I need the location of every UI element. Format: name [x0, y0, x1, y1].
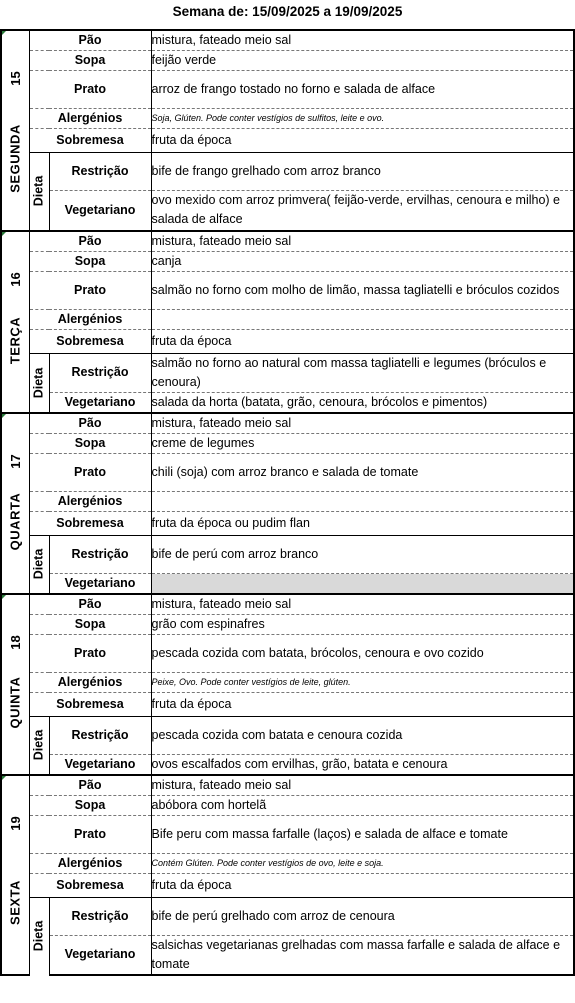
row-label-prato: Prato — [29, 453, 151, 491]
row-value-vegetariano: salsichas vegetarianas grelhadas com massa farfalle e salada de alface e tomate — [151, 935, 574, 975]
day-name: QUINTA — [7, 676, 23, 728]
row-label-sobremesa: Sobremesa — [29, 692, 151, 716]
menu-row-sobremesa — [1, 129, 574, 153]
menu-row-sopa — [1, 433, 574, 453]
row-value-pao: mistura, fateado meio sal — [151, 30, 574, 51]
row-label-sopa: Sopa — [29, 51, 151, 71]
dieta-label — [29, 897, 49, 975]
day-name: QUARTA — [7, 492, 23, 550]
corner-marker — [1, 775, 7, 781]
day-number: 16 — [7, 271, 23, 287]
menu-row-vegetariano — [1, 935, 574, 975]
row-value-pao: mistura, fateado meio sal — [151, 594, 574, 615]
dieta-label — [29, 153, 49, 231]
row-label-restricao: Restrição — [49, 897, 151, 935]
row-value-alergenios: Contém Glúten. Pode conter vestígios de ovo, leite e soja. — [151, 853, 574, 873]
row-value-restricao: salmão no forno ao natural com massa tagliatelli e legumes (bróculos e cenoura) — [151, 353, 574, 392]
day-name: TERÇA — [7, 316, 23, 364]
dieta-label — [29, 716, 49, 775]
row-value-sopa: grão com espinafres — [151, 614, 574, 634]
row-label-sobremesa: Sobremesa — [29, 329, 151, 353]
menu-row-restricao — [1, 353, 574, 392]
row-label-alergenios: Alergénios — [29, 672, 151, 692]
day-number: 18 — [7, 634, 23, 650]
row-label-prato: Prato — [29, 815, 151, 853]
row-value-sobremesa: fruta da época — [151, 329, 574, 353]
row-value-alergenios — [151, 309, 574, 329]
row-label-sobremesa: Sobremesa — [29, 129, 151, 153]
row-value-prato: pescada cozida com batata, brócolos, cenoura e ovo cozido — [151, 634, 574, 672]
row-value-prato: salmão no forno com molho de limão, massa tagliatelli e bróculos cozidos — [151, 271, 574, 309]
day-number: 15 — [7, 71, 23, 86]
day-number: 19 — [7, 815, 23, 831]
dieta-label — [29, 535, 49, 594]
day-cell — [1, 30, 29, 231]
menu-row-prato — [1, 634, 574, 672]
row-value-sobremesa: fruta da época ou pudim flan — [151, 511, 574, 535]
menu-row-sopa — [1, 51, 574, 71]
row-value-prato: chili (soja) com arroz branco e salada de tomate — [151, 453, 574, 491]
menu-row-sopa — [1, 251, 574, 271]
row-value-sopa: feijão verde — [151, 51, 574, 71]
menu-row-sopa — [1, 614, 574, 634]
row-value-restricao: bife de perú com arroz branco — [151, 535, 574, 573]
row-value-pao: mistura, fateado meio sal — [151, 413, 574, 434]
menu-row-sobremesa — [1, 873, 574, 897]
corner-marker — [1, 413, 7, 419]
row-label-restricao: Restrição — [49, 716, 151, 754]
dieta-label-text: Dieta — [31, 175, 46, 207]
row-label-vegetariano: Vegetariano — [49, 935, 151, 975]
row-label-alergenios: Alergénios — [29, 109, 151, 129]
day-number: 17 — [7, 453, 23, 469]
row-value-vegetariano: salada da horta (batata, grão, cenoura, brócolos e pimentos) — [151, 392, 574, 413]
row-label-sopa: Sopa — [29, 795, 151, 815]
menu-row-sopa — [1, 795, 574, 815]
row-label-vegetariano: Vegetariano — [49, 573, 151, 594]
day-cell — [1, 231, 29, 413]
menu-row-pao — [1, 775, 574, 796]
row-label-alergenios: Alergénios — [29, 309, 151, 329]
row-value-alergenios — [151, 491, 574, 511]
row-label-vegetariano: Vegetariano — [49, 754, 151, 775]
menu-row-restricao — [1, 716, 574, 754]
page-title: Semana de: 15/09/2025 a 19/09/2025 — [172, 4, 403, 19]
day-cell — [1, 413, 29, 594]
menu-row-prato — [1, 815, 574, 853]
row-value-restricao: bife de perú grelhado com arroz de cenoura — [151, 897, 574, 935]
corner-marker — [1, 30, 7, 36]
row-value-sopa: creme de legumes — [151, 433, 574, 453]
menu-row-restricao — [1, 153, 574, 191]
day-cell — [1, 775, 29, 976]
menu-row-alergenios — [1, 109, 574, 129]
row-label-vegetariano: Vegetariano — [49, 191, 151, 231]
day-name: SEGUNDA — [7, 123, 23, 193]
row-label-restricao: Restrição — [49, 153, 151, 191]
menu-row-vegetariano — [1, 754, 574, 775]
row-value-restricao: bife de frango grelhado com arroz branco — [151, 153, 574, 191]
menu-row-prato — [1, 271, 574, 309]
corner-marker — [1, 594, 7, 600]
row-value-pao: mistura, fateado meio sal — [151, 231, 574, 252]
menu-row-sobremesa — [1, 329, 574, 353]
row-label-sobremesa: Sobremesa — [29, 511, 151, 535]
menu-row-vegetariano — [1, 392, 574, 413]
dieta-label-text: Dieta — [31, 548, 46, 580]
row-label-restricao: Restrição — [49, 353, 151, 392]
menu-row-pao — [1, 413, 574, 434]
menu-row-pao — [1, 594, 574, 615]
row-value-restricao: pescada cozida com batata e cenoura cozida — [151, 716, 574, 754]
row-value-vegetariano: ovo mexido com arroz primvera( feijão-verde, ervilhas, cenoura e milho) e salada de alface — [151, 191, 574, 231]
corner-marker — [1, 231, 7, 237]
row-value-sobremesa: fruta da época — [151, 692, 574, 716]
row-label-prato: Prato — [29, 634, 151, 672]
row-label-pao: Pão — [29, 594, 151, 615]
row-label-prato: Prato — [29, 71, 151, 109]
menu-row-restricao — [1, 897, 574, 935]
row-label-alergenios: Alergénios — [29, 853, 151, 873]
day-name: SEXTA — [7, 880, 23, 925]
menu-row-prato — [1, 453, 574, 491]
row-value-sobremesa: fruta da época — [151, 873, 574, 897]
row-value-prato: Bife peru com massa farfalle (laços) e salada de alface e tomate — [151, 815, 574, 853]
menu-row-pao — [1, 30, 574, 51]
menu-row-pao — [1, 231, 574, 252]
row-label-vegetariano: Vegetariano — [49, 392, 151, 413]
row-label-alergenios: Alergénios — [29, 491, 151, 511]
dieta-label-text: Dieta — [31, 729, 46, 761]
row-value-prato: arroz de frango tostado no forno e salada de alface — [151, 71, 574, 109]
menu-row-sobremesa — [1, 511, 574, 535]
dieta-label — [29, 353, 49, 413]
menu-row-vegetariano — [1, 191, 574, 231]
menu-row-alergenios — [1, 309, 574, 329]
menu-row-alergenios — [1, 491, 574, 511]
weekly-menu-table — [0, 29, 575, 976]
row-value-sopa: canja — [151, 251, 574, 271]
row-label-pao: Pão — [29, 231, 151, 252]
row-label-pao: Pão — [29, 30, 151, 51]
day-cell — [1, 594, 29, 775]
row-label-restricao: Restrição — [49, 535, 151, 573]
menu-row-sobremesa — [1, 692, 574, 716]
row-label-pao: Pão — [29, 413, 151, 434]
menu-row-vegetariano — [1, 573, 574, 594]
row-value-vegetariano — [151, 573, 574, 594]
row-label-sopa: Sopa — [29, 433, 151, 453]
row-value-pao: mistura, fateado meio sal — [151, 775, 574, 796]
row-value-sobremesa: fruta da época — [151, 129, 574, 153]
row-label-pao: Pão — [29, 775, 151, 796]
row-value-sopa: abóbora com hortelã — [151, 795, 574, 815]
row-value-alergenios: Soja, Glúten. Pode conter vestígios de sulfitos, leite e ovo. — [151, 109, 574, 129]
row-value-vegetariano: ovos escalfados com ervilhas, grão, batata e cenoura — [151, 754, 574, 775]
row-label-sopa: Sopa — [29, 251, 151, 271]
menu-row-alergenios — [1, 853, 574, 873]
menu-row-prato — [1, 71, 574, 109]
row-label-prato: Prato — [29, 271, 151, 309]
row-value-alergenios: Peixe, Ovo. Pode conter vestígios de leite, glúten. — [151, 672, 574, 692]
dieta-label-text: Dieta — [31, 920, 46, 952]
row-label-sopa: Sopa — [29, 614, 151, 634]
menu-row-alergenios — [1, 672, 574, 692]
menu-row-restricao — [1, 535, 574, 573]
row-label-sobremesa: Sobremesa — [29, 873, 151, 897]
dieta-label-text: Dieta — [31, 367, 46, 398]
